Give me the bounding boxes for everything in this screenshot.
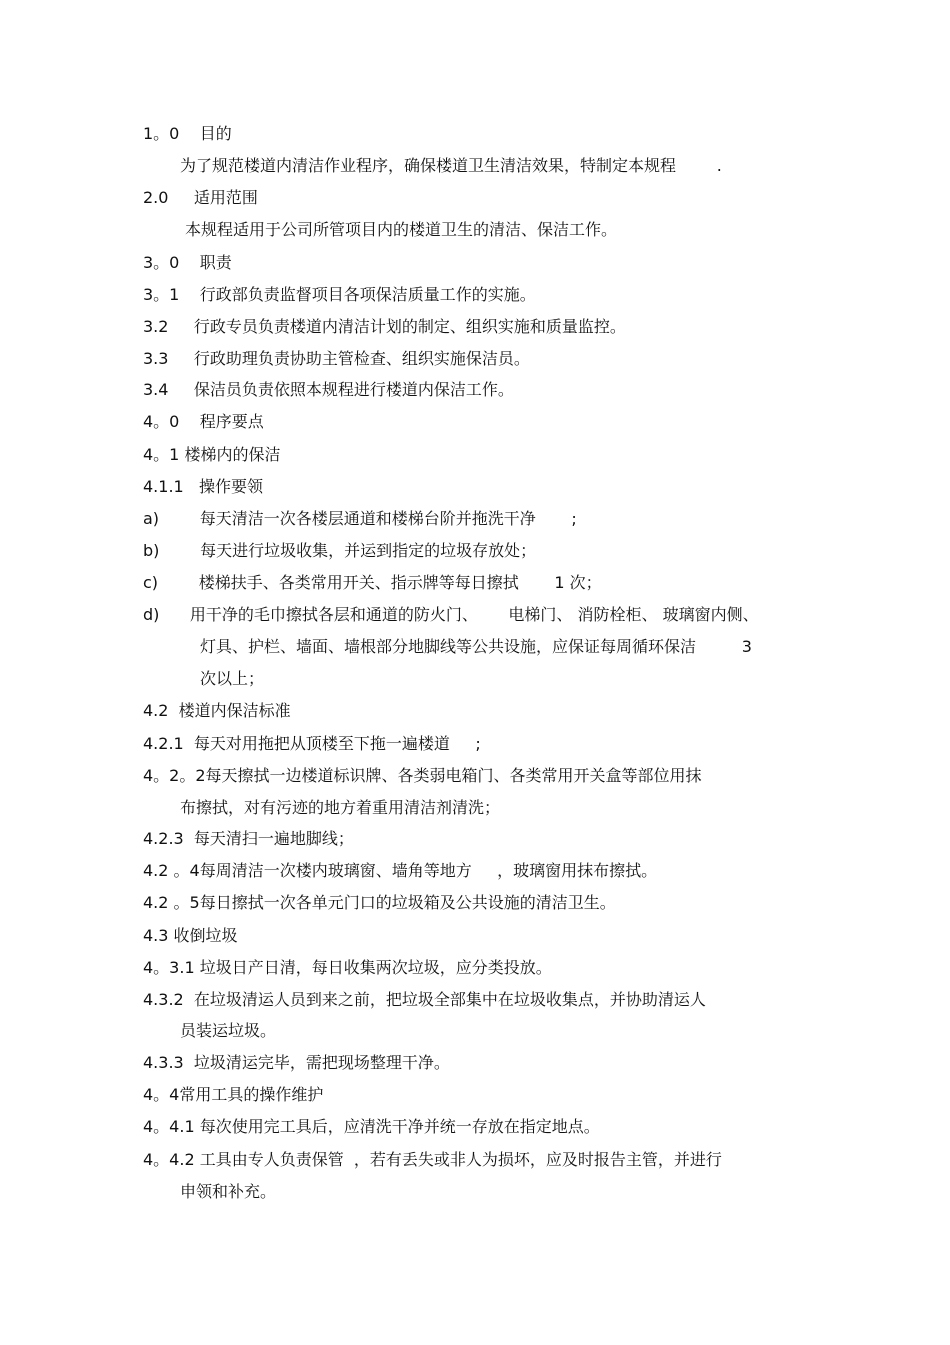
section-4-3-2: 4.3.2 在垃圾清运人员到来之前，把垃圾全部集中在垃圾收集点，并协助清运人 xyxy=(143,990,706,1009)
section-4-3-1: 4。3.1 垃圾日产日清，每日收集两次垃圾，应分类投放。 xyxy=(143,958,552,977)
section-4-2-2: 4。2。2每天擦拭一边楼道标识牌、各类弱电箱门、各类常用开关盒等部位用抹 xyxy=(143,766,702,785)
section-4-4-heading: 4。4常用工具的操作维护 xyxy=(143,1085,324,1104)
section-4-4-2-cont: 申领和补充。 xyxy=(180,1182,277,1201)
section-3-1: 3。1 行政部负责监督项目各项保洁质量工作的实施。 xyxy=(143,285,536,304)
section-2-0-heading: 2.0 适用范围 xyxy=(143,188,258,207)
section-4-2-5: 4.2 。5每日擦拭一次各单元门口的垃圾箱及公共设施的清洁卫生。 xyxy=(143,893,616,912)
section-4-3-3: 4.3.3 垃圾清运完毕，需把现场整理干净。 xyxy=(143,1053,450,1072)
section-4-0-heading: 4。0 程序要点 xyxy=(143,412,264,431)
section-4-3-heading: 4.3 收倒垃圾 xyxy=(143,926,238,945)
list-item-c: c) 楼梯扶手、各类常用开关、指示牌等每日擦拭 1 次； xyxy=(143,573,602,592)
section-4-1-1-heading: 4.1.1 操作要领 xyxy=(143,477,263,496)
section-4-4-2: 4。4.2 工具由专人负责保管 ，若有丢失或非人为损坏，应及时报告主管，并进行 xyxy=(143,1150,722,1169)
section-4-2-heading: 4.2 楼道内保洁标准 xyxy=(143,701,291,720)
section-1-0-body: 为了规范楼道内清洁作业程序，确保楼道卫生清洁效果，特制定本规程 . xyxy=(180,156,722,175)
list-item-d-cont-2: 次以上； xyxy=(200,669,265,688)
section-1-0-heading: 1。0 目的 xyxy=(143,124,232,143)
section-4-1-heading: 4。1 楼梯内的保洁 xyxy=(143,445,281,464)
section-3-0-heading: 3。0 职责 xyxy=(143,253,232,272)
section-3-3: 3.3 行政助理负责协助主管检查、组织实施保洁员。 xyxy=(143,349,530,368)
list-item-b: b) 每天进行垃圾收集，并运到指定的垃圾存放处； xyxy=(143,541,537,560)
section-4-2-4: 4.2 。4每周清洁一次楼内玻璃窗、墙角等地方 ，玻璃窗用抹布擦拭。 xyxy=(143,861,658,880)
section-4-4-1: 4。4.1 每次使用完工具后，应清洗干净并统一存放在指定地点。 xyxy=(143,1117,600,1136)
list-item-d: d) 用干净的毛巾擦拭各层和通道的防火门、 电梯门、 消防栓柜、 玻璃窗内侧、 xyxy=(143,605,759,624)
section-2-0-body: 本规程适用于公司所管项目内的楼道卫生的清洁、保洁工作。 xyxy=(185,220,618,239)
section-3-4: 3.4 保洁员负责依照本规程进行楼道内保洁工作。 xyxy=(143,380,514,399)
list-item-d-cont-1: 灯具、护栏、墙面、墙根部分地脚线等公共设施，应保证每周循环保洁 3 xyxy=(200,637,752,656)
section-4-2-1: 4.2.1 每天对用拖把从顶楼至下拖一遍楼道 ; xyxy=(143,734,481,753)
section-4-3-2-cont: 员装运垃圾。 xyxy=(180,1021,277,1040)
section-3-2: 3.2 行政专员负责楼道内清洁计划的制定、组织实施和质量监控。 xyxy=(143,317,626,336)
list-item-a: a) 每天清洁一次各楼层通道和楼梯台阶并拖洗干净 ; xyxy=(143,509,577,528)
section-4-2-3: 4.2.3 每天清扫一遍地脚线； xyxy=(143,829,354,848)
section-4-2-2-cont: 布擦拭，对有污迹的地方着重用清洁剂清洗； xyxy=(180,798,501,817)
